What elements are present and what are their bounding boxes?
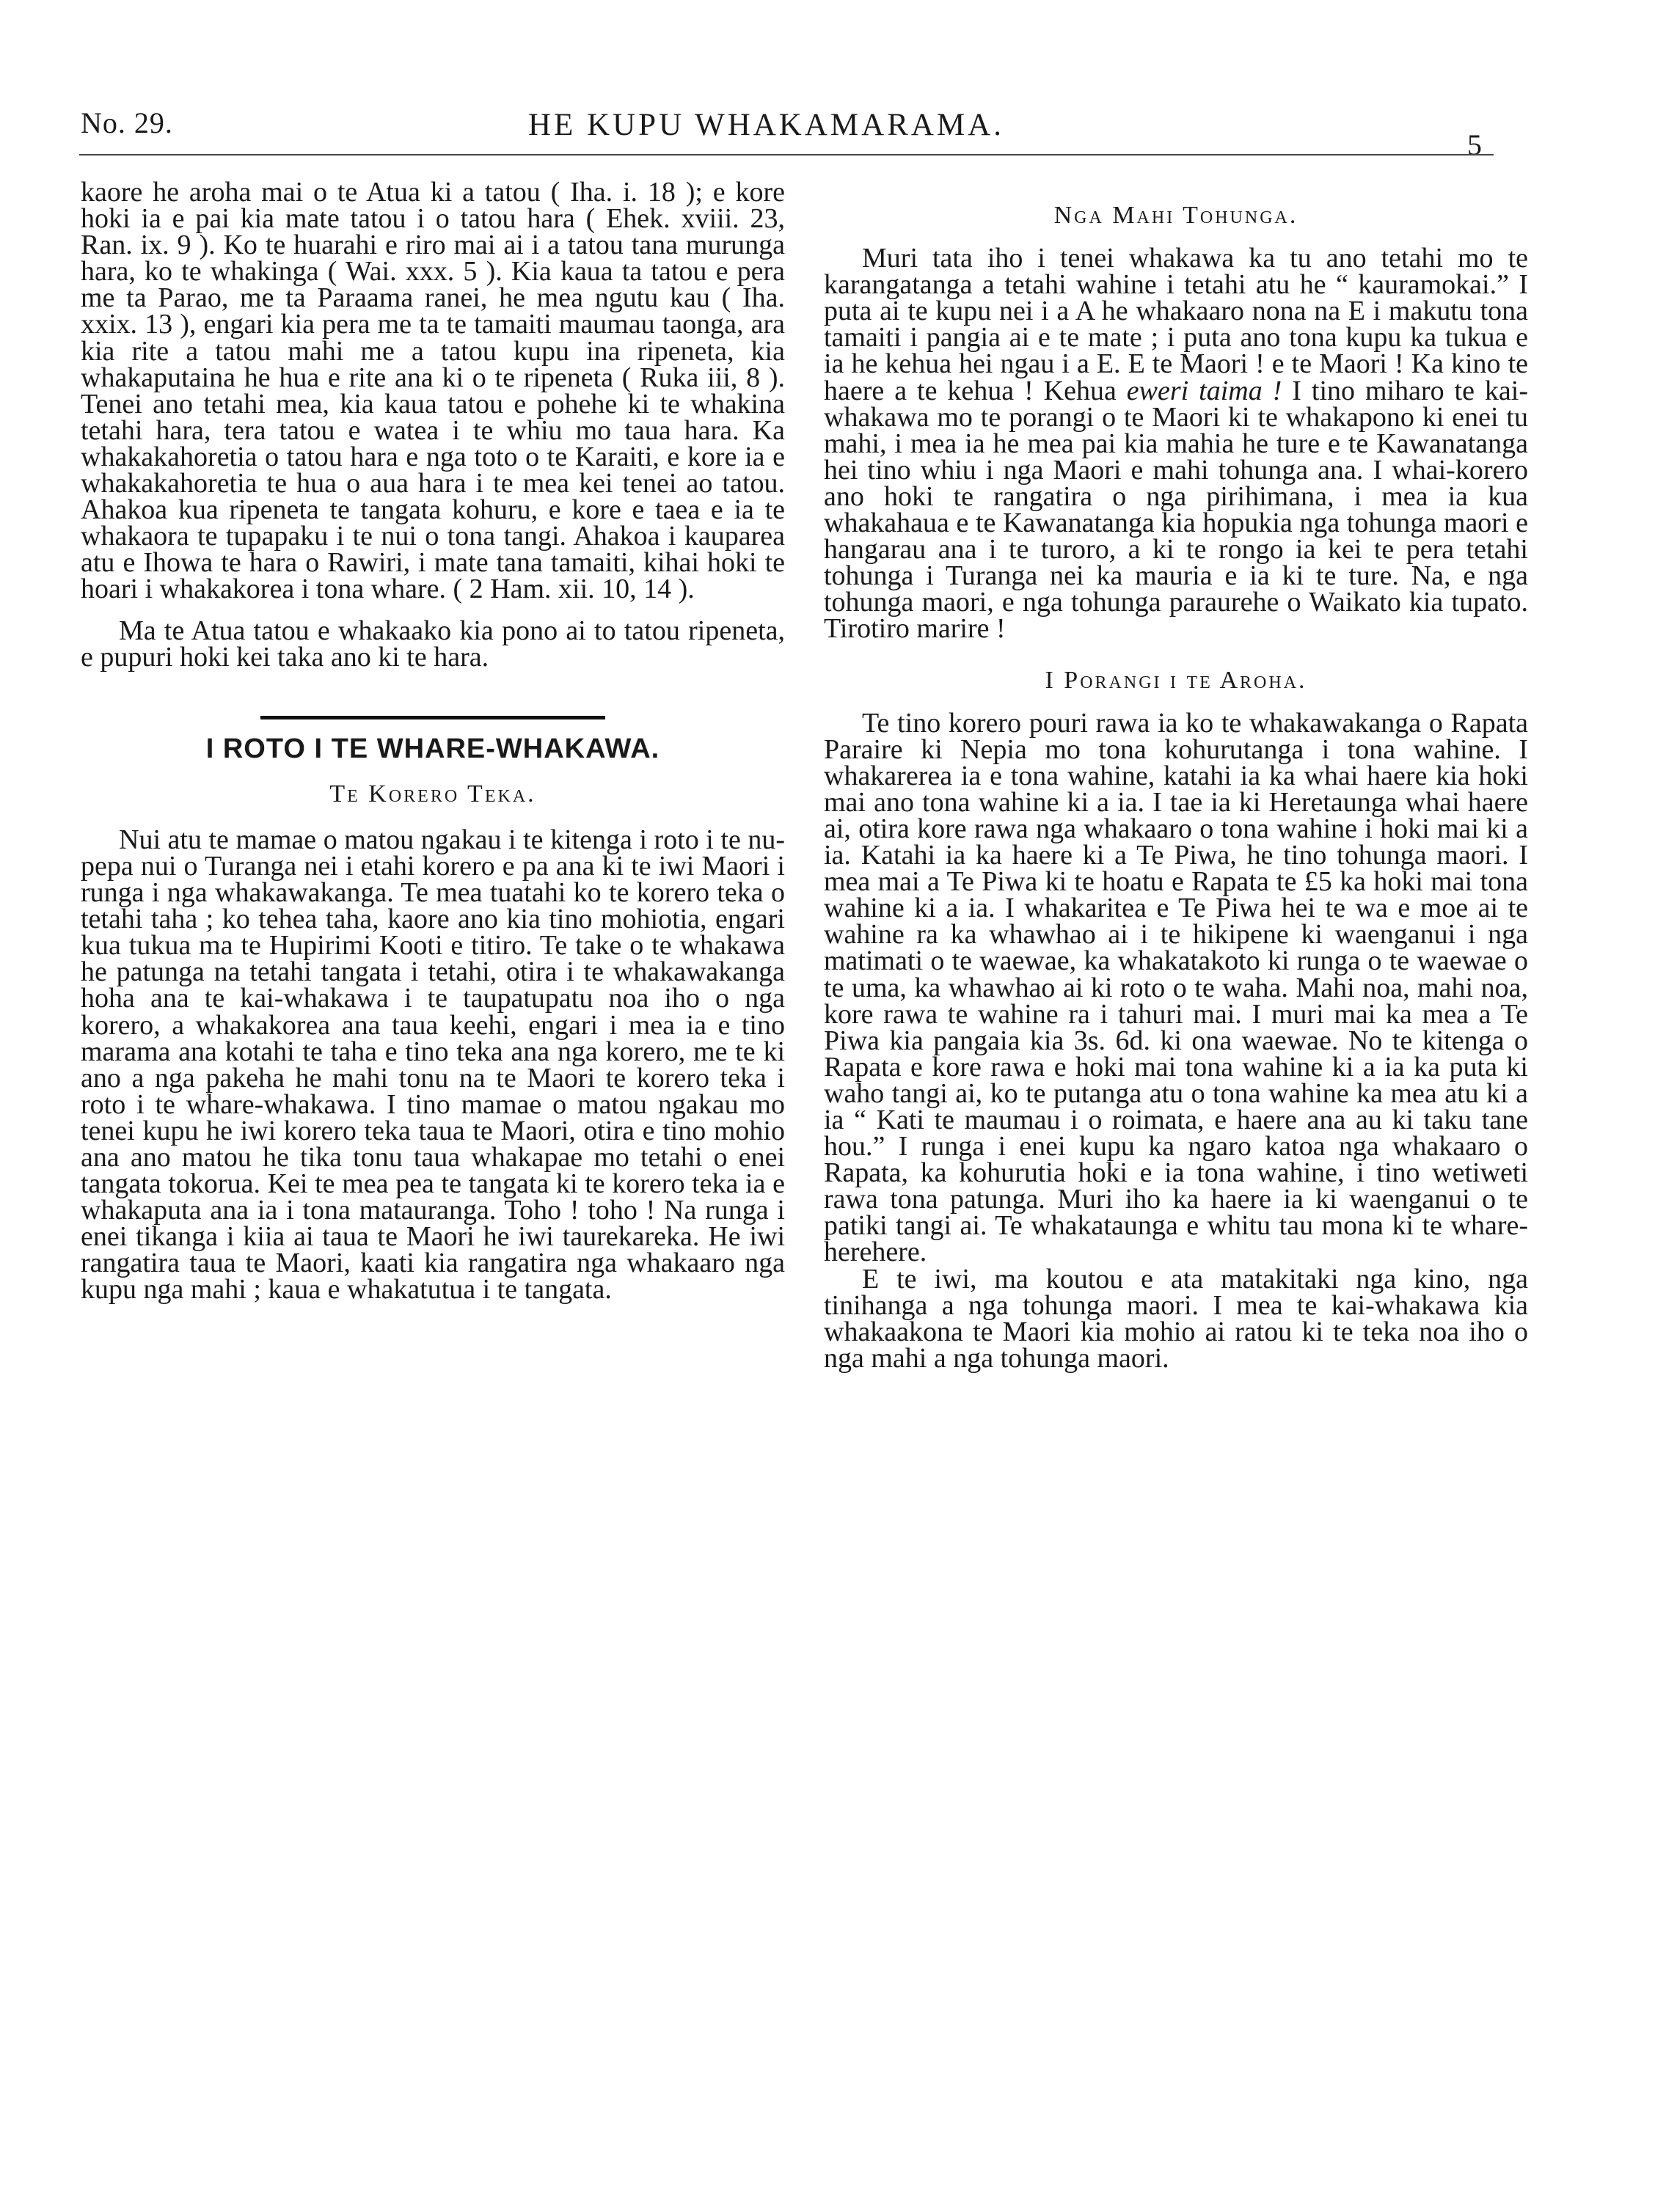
italic-text: eweri taima ! bbox=[1126, 375, 1282, 406]
page-header bbox=[79, 100, 1488, 161]
body-paragraph: E te iwi, ma koutou e ata matakitaki nga kino, nga tinihanga a nga tohunga maori. I mea te kai-whakawa kia whakaakona te Maori kia mohio ai ratou ki te teka noa iho o nga mahi a nga tohunga maori. bbox=[824, 1263, 1528, 1374]
section-heading: I ROTO I TE WHARE-WHAKAWA. bbox=[205, 733, 660, 764]
running-title: HE KUPU WHAKAMARAMA. bbox=[528, 108, 1004, 142]
page-number: 5 bbox=[1467, 128, 1482, 161]
subheading: I Porangi i te Aroha. bbox=[1045, 666, 1307, 694]
section-divider bbox=[260, 716, 605, 719]
body-paragraph: Ma te Atua tatou e whakaako kia pono ai to tatou ripeneta, e pupuri hoki kei taka ano ki te hara. bbox=[81, 615, 785, 673]
body-paragraph: Nui atu te mamae o matou ngakau i te kitenga i roto i te nu-pepa nui o Turanga nei i etahi korero e pa ana ki te iwi Maori i runga i nga whakawakanga. Te mea tuatahi ko te korero teka o tetahi taha ; ko tehea taha, kaore ano kia tino mohiotia, engari kua tukua ma te Hupirimi Kooti e titiro. Te take o te whakawa he patunga na tetahi tangata i tetahi, otira i te whakawakanga hoha ana te kai-whakawa i te taupatupatu noa iho o nga korero, a whakakorea ana taua keehi, engari i mea ia e tino marama ana kotahi te taha e tino teka ana nga korero, me te ki ano a nga pakeha he mahi tonu na te Maori te korero teka i roto i te whare-whakawa. I tino mamae o matou ngakau mo tenei kupu he iwi korero teka taua te Maori, otira e tino mohio ana ano matou he tika tonu taua whakapae mo tetahi o enei tangata tokorua. Kei te mea pea te tangata ki te korero teka ia e whakaputa ana ia i tona matauranga. Toho ! toho ! Na runga i enei tikanga i kiia ai taua te Maori he iwi taurekareka. He iwi rangatira taua te Maori, kaati kia rangatira nga whakaaro nga kupu nga mahi ; kaua e whakatutua i te tangata. bbox=[81, 824, 785, 1305]
subheading: Te Korero Teka. bbox=[329, 780, 536, 807]
subheading: Nga Mahi Tohunga. bbox=[1053, 202, 1298, 229]
body-paragraph bbox=[824, 243, 1528, 645]
issue-number: No. 29. bbox=[81, 106, 173, 139]
body-text: I tino miharo te kai-whakawa mo te porangi o te Maori ki te whakapono ki enei tu mahi, i mea ia he mea pai kia mahia he ture e te Kawanatanga hei tino whiu i nga Maori e mahi tohunga ana. I whai-korero ano hoki te rangatira o nga pirihimana, i mea ia kua whakahaua e te Kawanatanga kia hopukia nga tohunga maori e hangarau ana i te turoro, a ki te rongo ia kei te pera tetahi tohunga i Turanga nei ka mauria e ia ki te ture. Na, e nga tohunga maori, e nga tohunga paraurehe o Waikato kia tupato. Tirotiro marire ! bbox=[824, 375, 1528, 645]
body-paragraph: Te tino korero pouri rawa ia ko te whakawakanga o Rapata Paraire ki Nepia mo tona kohurutanga i tona wahine. I whakarerea ia e tona wahine, katahi ia ka whai haere kia hoki mai ano tona wahine ki a ia. I tae ia ki Heretaunga whai haere ai, otira kore rawa nga whakaaro o tona wahine i hoki mai ki a ia. Katahi ia ka haere ki a Te Piwa, he tino tohunga maori. I mea mai a Te Piwa ki te hoatu e Rapata te £5 ka hoki mai tona wahine ki a ia. I whakaritea e Te Piwa hei te wa e moe ai te wahine ra ka whawhao ai i te hikipene ki waenganui i nga matimati o te waewae, ka whakatakoto ki runga o te waewae o te uma, ka whawhao ai ki roto o te waha. Mahi noa, mahi noa, kore rawa te wahine ra i tahuri mai. I muri mai ka mea a Te Piwa kia pangaia kia 3s. 6d. ki ona waewae. No te kitenga o Rapata e kore rawa e hoki mai tona wahine ki a ia ka puta ki waho tangi ai, ko te putanga atu o tona wahine ka mea atu ki a ia “ Kati te maumau i o roimata, e haere ana au ki taku tane hou.” I runga i enei kupu ka ngaro katoa nga whakaaro o Rapata, ka kohurutia hoki e ia tona wahine, i tino wetiweti rawa tona patunga. Muri iho ka haere ia ki waenganui o te patiki tangi ai. Te whakataunga e whitu tau mona ki te whare-herehere. bbox=[824, 707, 1528, 1268]
header-rule bbox=[79, 154, 1494, 155]
body-paragraph: kaore he aroha mai o te Atua ki a tatou ( Iha. i. 18 ); e kore hoki ia e pai kia mate tatou i o tatou hara ( Ehek. xviii. 23, Ran. ix. 9 ). Ko te huarahi e riro mai ai i a tatou tana murunga hara, ko te whakinga ( Wai. xxx. 5 ). Kia kaua ta tatou e pera me ta Parao, me ta Paraama ranei, he mea ngutu kau ( Iha. xxix. 13 ), engari kia pera me ta te tamaiti maumau taonga, ara kia rite a tatou mahi me a tatou kupu ina ripeneta, kia whakaputaina he hua e rite ana ki o te ripeneta ( Ruka iii, 8 ). Tenei ano tetahi mea, kia kaua tatou e pohehe ki te whakina tetahi hara, tera tatou e watea i te whiu mo taua hara. Ka whakakahoretia o tatou hara e nga toto o te Karaiti, e kore ia e whakakahoretia te hua o aua hara i te mea kei tenei ao tatou. Ahakoa kua ripeneta te tangata kohuru, e kore e taea e ia te whakaora te tupapaku i te nui o tona tangi. Ahakoa i kauparea atu e Ihowa te hara o Rawiri, i mate tana tamaiti, kihai hoki te hoari i whakakorea i tona whare. ( 2 Ham. xii. 10, 14 ). bbox=[81, 177, 785, 605]
left-column bbox=[81, 179, 785, 1303]
body-text: Muri tata iho i tenei whakawa ka tu ano tetahi mo te karangatanga a tetahi wahine i tetahi atu he “ kauramokai.” I puta ai te kupu nei i a A he whakaaro nona na E i makutu tona tamaiti i pangia ai e te mate ; i puta ano tona kupu ka tukua e ia he kehua hei ngau i a E. E te Maori ! e te Maori ! Ka kino te haere a te kehua ! Kehua bbox=[824, 243, 1528, 406]
right-column bbox=[824, 202, 1528, 1374]
